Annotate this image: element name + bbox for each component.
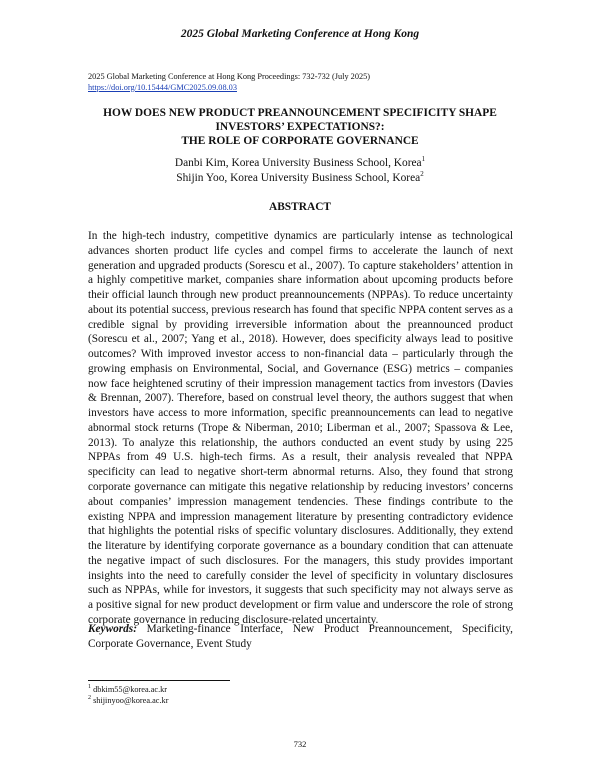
author-1: [0, 156, 600, 171]
footnote-divider: [88, 680, 230, 681]
footnote-2-mark: 2: [88, 695, 91, 702]
footnote-2: [88, 695, 388, 706]
author-list: [0, 156, 600, 186]
citation-block: [88, 71, 518, 93]
abstract-body: In the high-tech industry, competitive dynamics are particularly intense as technological advances shorten product life cycles and compel firms to accelerate the launch of next generation and upgraded products (Sorescu et al., 2007). To capture stakeholders’ attention in a highly competitive market, companies share information about upcoming products before their official launch through new product preannouncements (NPPAs). To reduce uncertainty about its potential success, previous research has found that specific NPPA content serves as a credible signal by providing irreversible information about the preannounced product (Sorescu et al., 2007; Yang et al., 2018). However, does specificity always lead to positive outcomes? With improved investor access to non-financial data – particularly through the growing emphasis on Environmental, Social, and Governance (ESG) metrics – companies now face heightened scrutiny of their impression management tactics from investors (Davies & Brennan, 2007). Therefore, based on construal level theory, the authors suggest that when investors have access to more information, specific preannouncements can lead to negative abnormal stock returns (Trope & Niberman, 2010; Liberman et al., 2007; Spassova & Lee, 2013). To analyze this relationship, the authors conducted an event study by using 225 NPPAs from 49 U.S. high-tech firms. As a result, their analysis revealed that NPPA specificity can lead to negative short-term abnormal returns. Also, they found that strong corporate governance can mitigate this negative relationship by reducing investors’ concerns about companies’ impression management tendencies. These findings contribute to the existing NPPA and impression management literature by presenting contradictory evidence that highlights the potential risks of specific voluntary disclosures. Additionally, they extend the literature by identifying corporate governance as a boundary condition that can attenuate the negative impact of such disclosures. For the managers, this study provides important insights into the need to carefully consider the level of specificity in voluntary disclosures such as NPPAs, while for investors, it suggests that such specificity may not always serve as a positive signal for new product development or firm value and underscore the role of strong corporate governance in reducing disclosure-related uncertainty.: [88, 230, 513, 626]
footnote-1-mark: 1: [88, 684, 91, 691]
keywords-text: Marketing-finance Interface, New Product Preannouncement, Specificity, Corporate Governance, Event Study: [88, 623, 513, 650]
page-number: 732: [293, 739, 307, 749]
footnote-1-email: dbkim55@korea.ac.kr: [91, 685, 168, 694]
author-2: [0, 171, 600, 186]
title-line-2: INVESTORS’ EXPECTATIONS?:: [215, 121, 385, 133]
paper-title: [60, 106, 540, 148]
proceedings-citation: 2025 Global Marketing Conference at Hong Kong Proceedings: 732-732 (July 2025): [88, 72, 371, 81]
footnotes: [88, 684, 388, 706]
title-line-3: THE ROLE OF CORPORATE GOVERNANCE: [181, 135, 419, 147]
title-line-1: HOW DOES NEW PRODUCT PREANNOUNCEMENT SPECIFICITY SHAPE: [103, 107, 497, 119]
doi-link[interactable]: https://doi.org/10.15444/GMC2025.09.08.03: [88, 83, 237, 92]
keywords: [88, 622, 513, 652]
footnote-2-email: shijinyoo@korea.ac.kr: [91, 696, 169, 705]
author-2-name: Shijin Yoo, Korea University Business School, Korea: [176, 172, 421, 184]
running-head: 2025 Global Marketing Conference at Hong Kong: [180, 28, 420, 40]
author-1-footnote-mark: 1: [421, 155, 426, 164]
footnote-1: [88, 684, 388, 695]
abstract-heading: ABSTRACT: [268, 201, 332, 213]
author-1-name: Danbi Kim, Korea University Business School, Korea: [174, 157, 422, 169]
author-2-footnote-mark: 2: [420, 170, 424, 179]
keywords-label: Keywords:: [88, 623, 137, 635]
